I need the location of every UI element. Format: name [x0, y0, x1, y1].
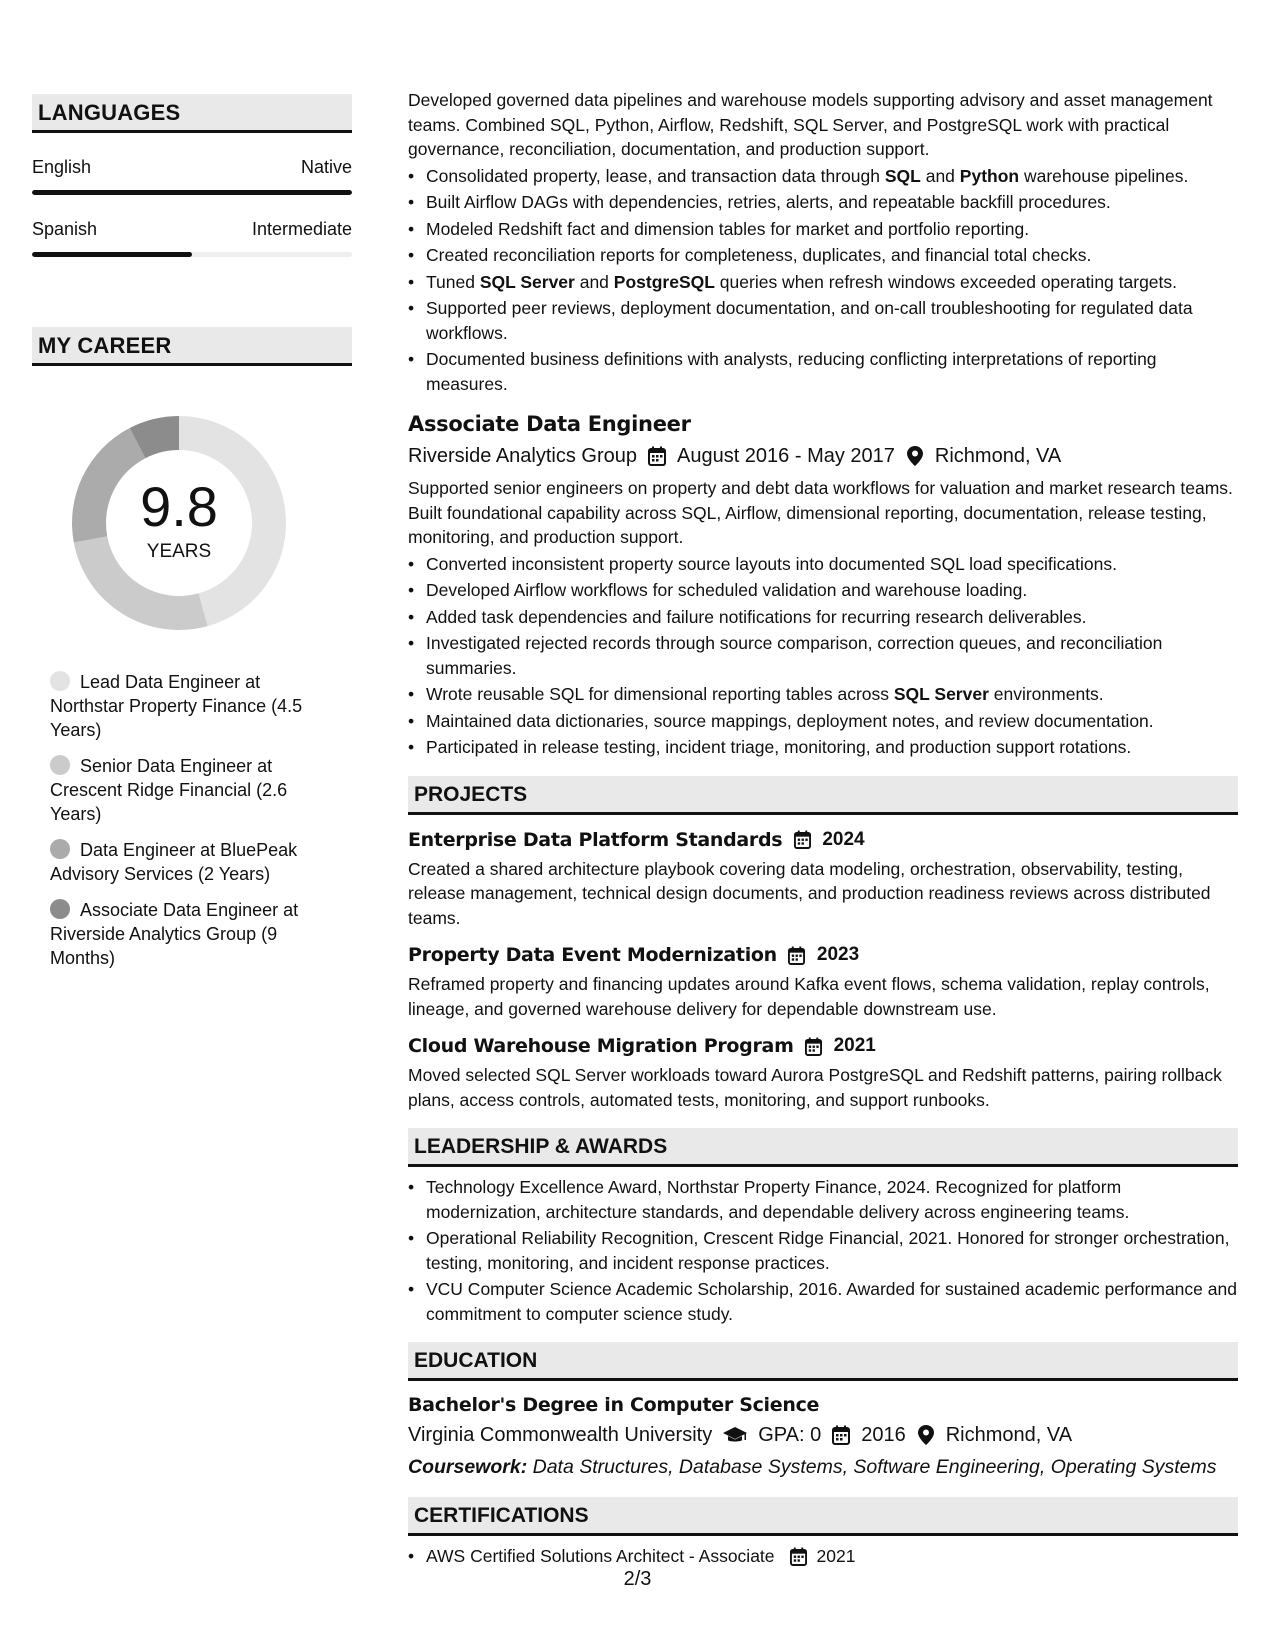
certifications-list [408, 1544, 1238, 1569]
language-proficiency-fill [32, 252, 192, 257]
job-dates: August 2016 - May 2017 [676, 445, 895, 467]
graduation-cap-icon [722, 1425, 748, 1445]
award-item: • Operational Reliability Recognition, Crescent Ridge Financial, 2021. Honored for stronger orchestration, testing, monitoring, and incident response practices. [408, 1226, 1238, 1275]
coursework-label: Coursework: [408, 1456, 528, 1478]
career-legend-item [50, 838, 330, 886]
job-meta [408, 442, 1238, 470]
languages-heading: LANGUAGES [32, 94, 352, 133]
career-legend-item [50, 670, 330, 742]
job-location: Richmond, VA [934, 445, 1062, 467]
career-legend [32, 670, 352, 970]
legend-swatch [50, 671, 70, 691]
language-proficiency-bar [32, 252, 352, 257]
project-description: Reframed property and financing updates around Kafka event flows, schema validation, replay controls, lineage, and governed warehouse delivery for dependable downstream use. [408, 974, 1210, 1019]
language-name: English [32, 157, 92, 177]
bullet-text: Wrote reusable SQL for dimensional reporting tables across [426, 684, 894, 704]
gpa: GPA: 0 [758, 1424, 822, 1446]
language-proficiency-bar [32, 190, 352, 195]
career-donut-chart [66, 410, 292, 636]
bullet-text: and [920, 165, 960, 186]
project-description: Created a shared architecture playbook covering data modeling, orchestration, observability, testing, release management, technical design documents, and production readiness reviews across distributed teams. [408, 858, 1211, 928]
job-bullet: • Maintained data dictionaries, source mappings, deployment notes, and review documentation. [408, 709, 1238, 734]
education-heading: EDUCATION [408, 1342, 1238, 1381]
keyword: SQL Server [479, 271, 575, 292]
career-role-text: Lead Data Engineer at Northstar Property Finance (4.5 Years) [50, 672, 303, 740]
degree-title: Bachelor's Degree in Computer Science [408, 1394, 820, 1416]
career-legend-item [50, 754, 330, 826]
calendar-icon [789, 1546, 809, 1566]
bullet-text: warehouse pipelines. [1019, 165, 1189, 186]
job-bullet: • Added task dependencies and failure notifications for recurring research deliverables. [408, 605, 1238, 630]
language-item [32, 157, 352, 195]
map-pin-icon [905, 446, 925, 466]
calendar-icon [647, 446, 667, 466]
right-column [408, 88, 1238, 1569]
bullet-text: environments. [988, 684, 1104, 704]
calendar-icon [804, 1036, 824, 1056]
language-level: Native [300, 157, 352, 177]
calendar-icon [792, 830, 812, 850]
bullet-text: and [574, 271, 614, 292]
job-bullets [408, 164, 1238, 397]
awards-heading: LEADERSHIP & AWARDS [408, 1128, 1238, 1167]
bullet-text: queries when refresh windows exceeded operating targets. [714, 271, 1178, 292]
education-meta [408, 1421, 1238, 1449]
project-name: Property Data Event Modernization [408, 944, 777, 966]
job-bullet [408, 682, 1238, 707]
calendar-icon [787, 945, 807, 965]
project-item [408, 1033, 1238, 1112]
job-bullet: • Converted inconsistent property source layouts into documented SQL load specifications. [408, 552, 1238, 577]
keyword: SQL Server [893, 684, 989, 704]
job-bullet: • Supported peer reviews, deployment documentation, and on-call troubleshooting for regulated data workflows. [408, 296, 1238, 345]
job-bullet: • Modeled Redshift fact and dimension tables for market and portfolio reporting. [408, 217, 1238, 242]
legend-swatch [50, 899, 70, 919]
award-item: • VCU Computer Science Academic Scholarship, 2016. Awarded for sustained academic performance and commitment to computer science study. [408, 1277, 1238, 1326]
project-year: 2024 [822, 828, 865, 850]
graduation-year: 2016 [861, 1424, 906, 1446]
job-bullet: • Investigated rejected records through source comparison, correction queues, and reconciliation summaries. [408, 631, 1238, 680]
project-name: Enterprise Data Platform Standards [408, 828, 783, 851]
legend-swatch [50, 839, 70, 859]
school-location: Richmond, VA [945, 1424, 1073, 1446]
school-name: Virginia Commonwealth University [408, 1424, 713, 1446]
keyword: Python [959, 165, 1020, 186]
awards-list [408, 1175, 1238, 1326]
coursework-list: Data Structures, Database Systems, Software Engineering, Operating Systems [532, 1456, 1217, 1478]
job-company: Riverside Analytics Group [408, 445, 637, 467]
career-total-unit: YEARS [146, 541, 212, 562]
keyword: SQL [884, 165, 921, 186]
project-item [408, 827, 1238, 931]
career-heading: MY CAREER [32, 327, 352, 366]
project-name: Cloud Warehouse Migration Program [408, 1035, 794, 1057]
language-proficiency-fill [32, 190, 352, 195]
career-role-text: Senior Data Engineer at Crescent Ridge Financial (2.6 Years) [50, 756, 288, 824]
career-total-value: 9.8 [140, 475, 218, 538]
job-summary: Supported senior engineers on property and debt data workflows for valuation and market research teams. Built foundational capability across SQL, Airflow, dimensional reporting, documentation, release testing, monitoring, and production support. [408, 478, 1233, 547]
language-level: Intermediate [251, 219, 352, 239]
legend-swatch [50, 755, 70, 775]
job-bullet: • Built Airflow DAGs with dependencies, retries, alerts, and repeatable backfill procedures. [408, 190, 1238, 215]
career-role-text: Associate Data Engineer at Riverside Analytics Group (9 Months) [50, 900, 299, 968]
certification-year: 2021 [816, 1546, 856, 1566]
project-year: 2023 [816, 944, 860, 965]
project-item [408, 942, 1238, 1021]
map-pin-icon [916, 1425, 936, 1445]
language-name: Spanish [32, 219, 98, 239]
donut-center [66, 410, 292, 636]
certifications-heading: CERTIFICATIONS [408, 1497, 1238, 1536]
project-year: 2021 [833, 1035, 876, 1056]
projects-heading: PROJECTS [408, 776, 1238, 815]
calendar-icon [831, 1425, 851, 1445]
job-title: Associate Data Engineer [408, 412, 691, 436]
job-bullets [408, 552, 1238, 760]
job-bullet: • Created reconciliation reports for completeness, duplicates, and financial total checks. [408, 243, 1238, 268]
project-description: Moved selected SQL Server workloads toward Aurora PostgreSQL and Redshift patterns, pairing rollback plans, access controls, automated tests, monitoring, and support runbooks. [408, 1065, 1222, 1110]
bullet-text: Consolidated property, lease, and transaction data through [426, 165, 885, 186]
job-bullet: • Participated in release testing, incident triage, monitoring, and production support rotations. [408, 735, 1238, 760]
certification-item [408, 1544, 1238, 1569]
job-bullet [408, 270, 1238, 295]
coursework [408, 1453, 1238, 1481]
keyword: PostgreSQL [613, 271, 715, 292]
job-bullet: • Developed Airflow workflows for scheduled validation and warehouse loading. [408, 578, 1238, 603]
career-role-text: Data Engineer at BluePeak Advisory Services (2 Years) [50, 840, 298, 884]
career-legend-item [50, 898, 330, 970]
job-bullet: • Documented business definitions with analysts, reducing conflicting interpretations of reporting measures. [408, 347, 1238, 396]
certification-name: • AWS Certified Solutions Architect - Associate [426, 1546, 775, 1566]
page-number: 2/3 [623, 1568, 652, 1590]
left-column [32, 94, 352, 982]
job-summary: Developed governed data pipelines and warehouse models supporting advisory and asset management teams. Combined SQL, Python, Airflow, Redshift, SQL Server, and PostgreSQL work with practical governance, reconciliation, documentation, and production support. [408, 90, 1213, 159]
job-bullet [408, 164, 1238, 189]
award-item: • Technology Excellence Award, Northstar Property Finance, 2024. Recognized for platform modernization, architecture standards, and dependable delivery across engineering teams. [408, 1175, 1238, 1224]
language-item [32, 219, 352, 257]
bullet-text: Tuned [426, 271, 480, 292]
